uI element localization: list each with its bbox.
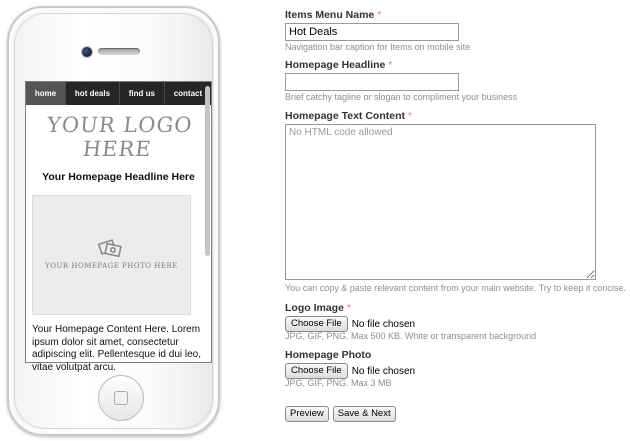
- homepage-photo-help: JPG, GIF, PNG. Max 3 MB: [285, 378, 392, 388]
- mobile-headline: Your Homepage Headline Here: [42, 171, 195, 183]
- form-actions: [285, 406, 396, 422]
- mobile-nav-find-us[interactable]: find us: [120, 82, 165, 105]
- homepage-photo-placeholder: [32, 195, 191, 315]
- required-marker: *: [388, 59, 393, 71]
- photo-file-status: No file chosen: [351, 365, 416, 377]
- photo-file-input: [285, 363, 415, 379]
- required-marker: *: [377, 9, 382, 21]
- logo-choose-file-button[interactable]: Choose File: [285, 316, 348, 332]
- logo-placeholder: YOUR LOGO HERE: [45, 113, 194, 161]
- photo-choose-file-button[interactable]: Choose File: [285, 363, 348, 379]
- homepage-text-help: You can copy & paste relevant content from your main website. Try to keep it concise.: [285, 283, 626, 293]
- home-square-icon: [114, 391, 128, 405]
- phone-screen: [25, 81, 212, 373]
- logo-image-label: Logo Image *: [285, 302, 351, 314]
- logo-file-input: [285, 316, 415, 332]
- photo-icon: [97, 238, 123, 258]
- home-button[interactable]: [98, 375, 144, 421]
- logo-file-status: No file chosen: [351, 318, 416, 330]
- mobile-content: Your Homepage Content Here. Lorem ipsum dolor sit amet, consectetur adipiscing elit. Pellentesque id dui leo, vitae volutpat arcu.: [32, 324, 201, 373]
- homepage-photo-label: Homepage Photo: [285, 349, 372, 361]
- homepage-text-textarea[interactable]: [285, 124, 596, 280]
- required-marker: *: [346, 302, 351, 314]
- photo-placeholder-text: YOUR HOMEPAGE PHOTO HERE: [45, 262, 178, 270]
- preview-button[interactable]: Preview: [285, 406, 329, 422]
- mobile-nav-bar: [26, 82, 211, 105]
- items-menu-label: Items Menu Name *: [285, 9, 382, 21]
- phone-mockup: [7, 6, 220, 436]
- homepage-text-label: Homepage Text Content *: [285, 110, 412, 122]
- items-menu-help: Navigation bar caption for Items on mobile site: [285, 42, 471, 52]
- required-marker: *: [407, 110, 412, 122]
- phone-scrollbar[interactable]: [205, 86, 210, 256]
- speaker-grille: [98, 48, 140, 55]
- mobile-nav-contact[interactable]: contact: [173, 89, 203, 98]
- homepage-settings-form: [285, 0, 630, 441]
- items-menu-input[interactable]: [285, 23, 459, 41]
- homepage-headline-label: Homepage Headline *: [285, 59, 393, 71]
- homepage-headline-help: Brief catchy tagline or slogan to compliment your business: [285, 92, 518, 102]
- homepage-headline-input[interactable]: [285, 73, 459, 91]
- camera-icon: [82, 47, 92, 57]
- mobile-nav-hot-deals[interactable]: hot deals: [66, 82, 120, 105]
- save-next-button[interactable]: Save & Next: [333, 406, 396, 422]
- logo-image-help: JPG, GIF, PNG. Max 500 KB. White or transparent background: [285, 331, 537, 341]
- mobile-nav-home[interactable]: home: [26, 82, 66, 105]
